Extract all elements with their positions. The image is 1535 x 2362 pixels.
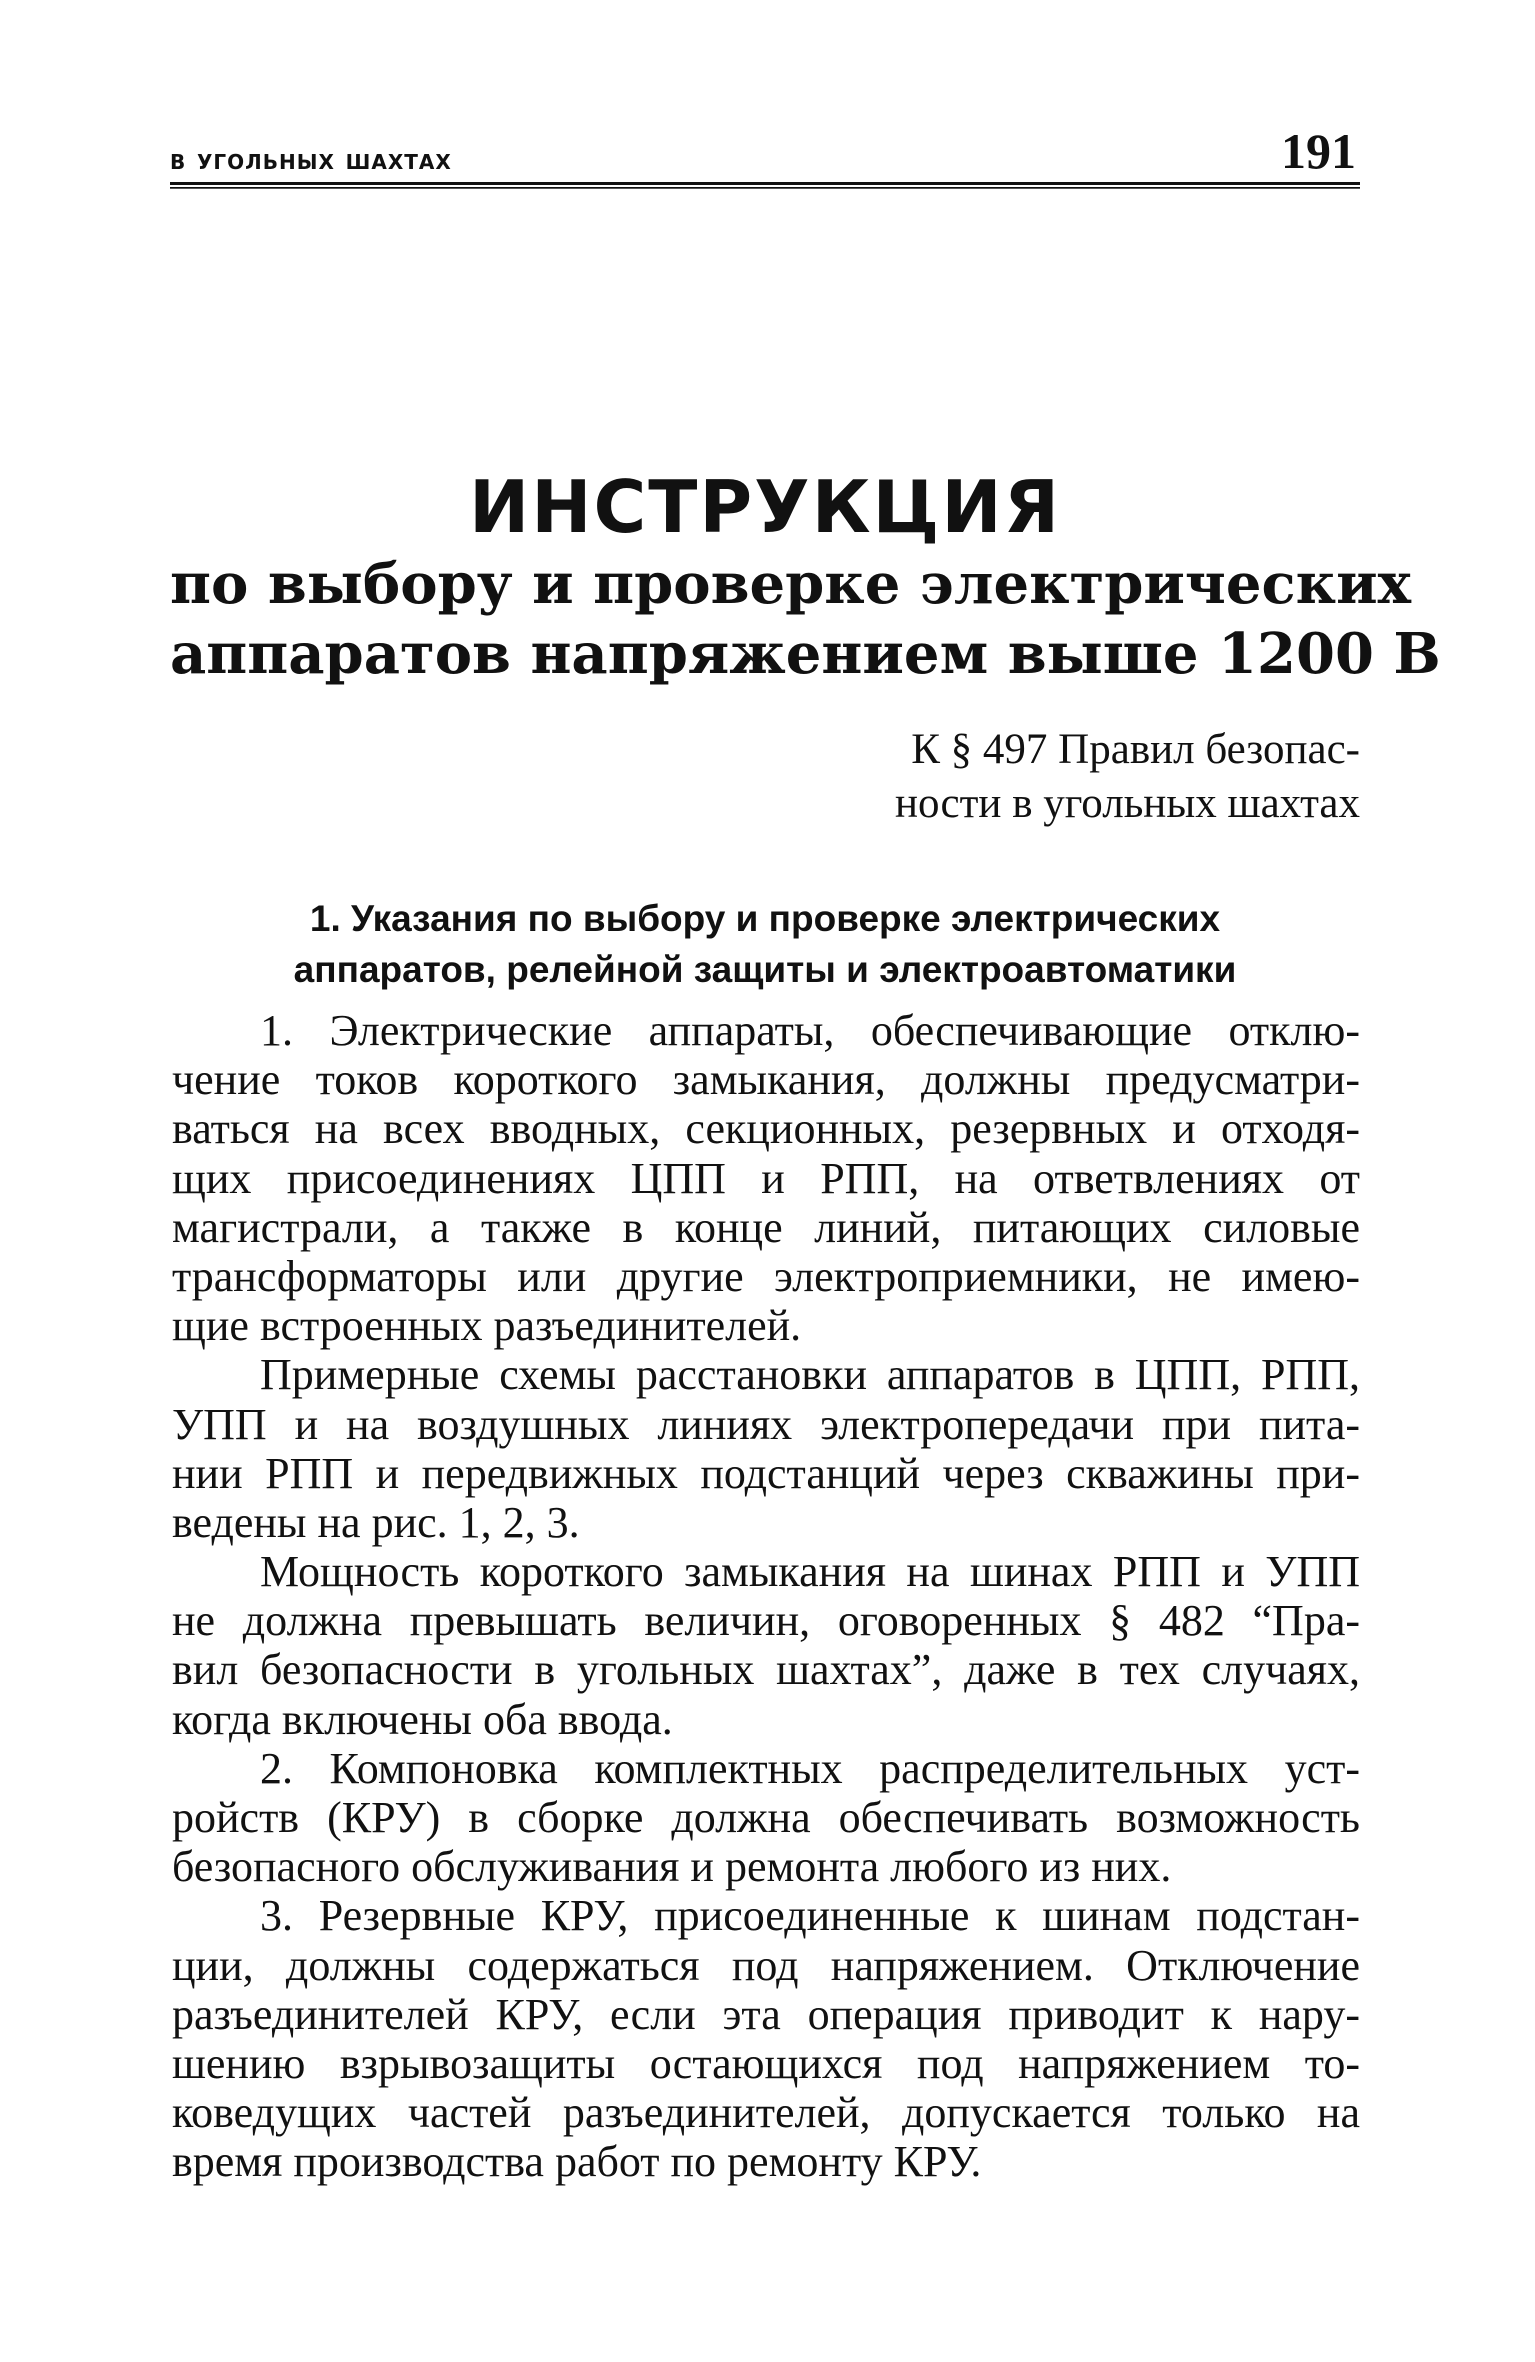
text-line: магистрали, а также в конце линий, питающих силовые <box>172 1202 1360 1252</box>
rules-reference <box>830 723 1360 831</box>
title-sub-line: аппаратов напряжением выше 1200 В <box>170 621 1441 687</box>
text-line: не должна превышать величин, оговоренных § 482 “Пра- <box>172 1596 1360 1646</box>
text-line: 2. Компоновка комплектных распределительных уст- <box>260 1743 1360 1793</box>
title-main: ИНСТРУКЦИЯ <box>468 465 1062 549</box>
text-line: нии РПП и передвижных подстанций через скважины при- <box>172 1448 1360 1498</box>
text-line: безопасного обслуживания и ремонта любого из них. <box>172 1842 1172 1892</box>
paragraph-2 <box>172 1350 1360 1547</box>
reference-line: К § 497 Правил безопас- <box>911 726 1360 773</box>
text-line: ции, должны содержаться под напряжением. Отключение <box>172 1940 1360 1990</box>
paragraph-3 <box>172 1547 1360 1744</box>
text-line: разъединителей КРУ, если эта операция приводит к нару- <box>172 1989 1360 2039</box>
text-line: время производства работ по ремонту КРУ. <box>172 2137 982 2187</box>
header-rule <box>170 182 1360 188</box>
text-line: щих присоединениях ЦПП и РПП, на ответвлениях от <box>172 1153 1360 1203</box>
text-line: ройств (КРУ) в сборке должна обеспечивать возможность <box>172 1793 1360 1842</box>
text-line: ваться на всех вводных, секционных, резервных и отходя- <box>172 1104 1360 1154</box>
reference-line: ности в угольных шахтах <box>894 780 1360 827</box>
section-heading-line: 1. Указания по выбору и проверке электрических <box>309 898 1221 939</box>
text-line: 1. Электрические аппараты, обеспечивающие отклю- <box>260 1006 1360 1055</box>
text-line: чение токов короткого замыкания, должны предусматри- <box>172 1055 1360 1105</box>
title-sub-line: по выбору и проверке электрических <box>170 551 1411 617</box>
text-line: Мощность короткого замыкания на шинах РПП и УПП <box>260 1547 1360 1597</box>
text-line: вил безопасности в угольных шахтах”, даже в тех случаях, <box>172 1645 1360 1695</box>
running-header <box>170 118 1360 188</box>
section-heading <box>170 893 1360 995</box>
page-number: 191 <box>1281 123 1356 179</box>
text-line: Примерные схемы расстановки аппаратов в ЦПП, РПП, <box>260 1350 1360 1400</box>
document-title <box>170 465 1441 689</box>
paragraph-1 <box>172 1006 1360 1350</box>
section-heading-line: аппаратов, релейной защиты и электроавтоматики <box>293 949 1237 990</box>
text-line: трансформаторы или другие электроприемники, не имею- <box>172 1251 1360 1301</box>
running-title: в угольных шахтах <box>170 143 452 176</box>
body-text <box>172 1006 1360 2187</box>
paragraph-5 <box>172 1891 1360 2186</box>
text-line: когда включены оба ввода. <box>172 1694 673 1744</box>
text-line: ведены на рис. 1, 2, 3. <box>172 1497 580 1547</box>
text-line: УПП и на воздушных линиях электропередачи при пита- <box>172 1399 1360 1449</box>
text-line: щие встроенных разъединителей. <box>172 1301 802 1351</box>
text-line: шению взрывозащиты остающихся под напряжением то- <box>172 2038 1360 2088</box>
paragraph-4 <box>172 1744 1360 1892</box>
text-line: 3. Резервные КРУ, присоединенные к шинам подстан- <box>260 1891 1360 1941</box>
text-line: коведущих частей разъединителей, допускается только на <box>172 2088 1360 2138</box>
